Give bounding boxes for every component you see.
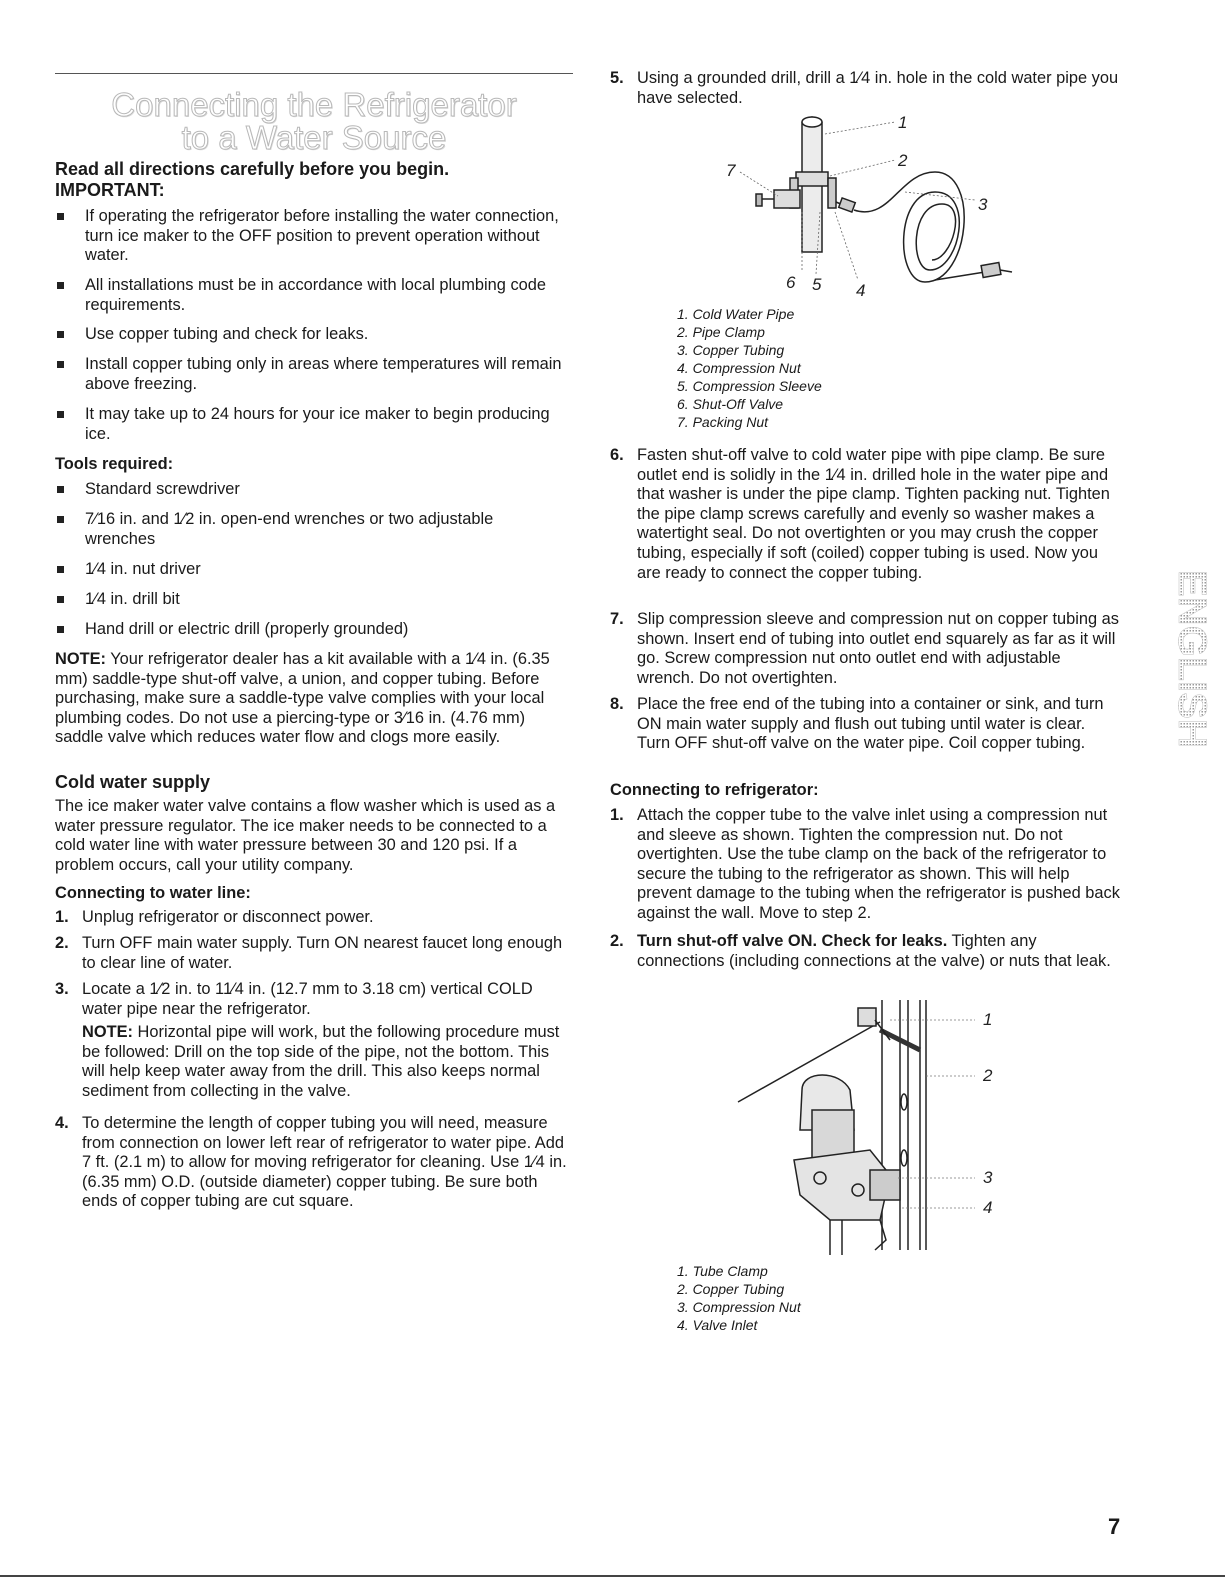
callout-6: 6 <box>786 273 796 292</box>
refrigerator-heading: Connecting to refrigerator: <box>610 781 819 799</box>
tools-heading: Tools required: <box>55 455 174 473</box>
callout-4: 4 <box>856 281 866 300</box>
page-number: 7 <box>1108 1514 1121 1539</box>
svg-text:ENGLISH: ENGLISH <box>1170 570 1214 748</box>
callout-7: 7 <box>726 161 736 180</box>
bullet-icon <box>57 566 64 573</box>
page-title-line2: to a Water Source <box>181 119 447 156</box>
bullet-icon <box>57 411 64 418</box>
water-line-heading: Connecting to water line: <box>55 884 251 902</box>
bullet-icon <box>57 516 64 523</box>
callout-1: 1 <box>983 1010 993 1029</box>
bullet-icon <box>57 486 64 493</box>
read-all-heading: Read all directions carefully before you begin. <box>55 159 450 179</box>
bullet-icon <box>57 331 64 338</box>
bullet-icon <box>57 282 64 289</box>
step3-note: NOTE: Horizontal pipe will work, but the following procedure must be followed: Drill on the top side of the pipe, not the bottom. This will help keep water away from the drill. This also keeps normal sediment from collecting in the valve. <box>82 1023 560 1100</box>
english-side-tab <box>1155 570 1214 790</box>
cold-water-heading: Cold water supply <box>55 772 211 792</box>
callout-3: 3 <box>978 195 988 214</box>
important-heading: IMPORTANT: <box>55 180 165 200</box>
bullet-icon <box>57 596 64 603</box>
top-rule <box>55 73 573 74</box>
callout-3: 3 <box>983 1168 993 1187</box>
figure2-captions: 1. Tube Clamp 2. Copper Tubing 3. Compression Nut 4. Valve Inlet <box>677 1263 801 1333</box>
figure1-captions: 1. Cold Water Pipe 2. Pipe Clamp 3. Copper Tubing 4. Compression Nut 5. Compression Sleeve 6. Shut-Off Valve 7. Packing Nut <box>677 306 822 430</box>
valve-inlet-diagram <box>730 990 1010 1260</box>
shutoff-valve-diagram <box>720 112 1030 302</box>
bullet-icon <box>57 213 64 220</box>
callout-2: 2 <box>898 151 908 170</box>
callout-2: 2 <box>983 1066 993 1085</box>
page-title-line1: Connecting the Refrigerator <box>111 86 517 123</box>
note-paragraph: NOTE: Your refrigerator dealer has a kit available with a 1⁄4 in. (6.35 mm) saddle-type shut-off valve, a union, and copper tubing. Before purchasing, make sure a saddle-type valve complies with your local plumbing codes. Do not use a piercing-type or 3⁄16 in. (4.76 mm) saddle valve which reduces water flow and clogs more easily. <box>55 650 550 747</box>
bullet-icon <box>57 626 64 633</box>
bottom-rule <box>0 1575 1225 1577</box>
cold-water-paragraph: The ice maker water valve contains a flow washer which is used as a water pressure regulator. The ice maker needs to be connected to a cold water line with water pressure between 30 and 120 psi. If a problem occurs, call your utility company. <box>55 797 556 874</box>
callout-4: 4 <box>983 1198 993 1217</box>
bullet-icon <box>57 361 64 368</box>
callout-1: 1 <box>898 113 908 132</box>
callout-5: 5 <box>812 275 822 294</box>
